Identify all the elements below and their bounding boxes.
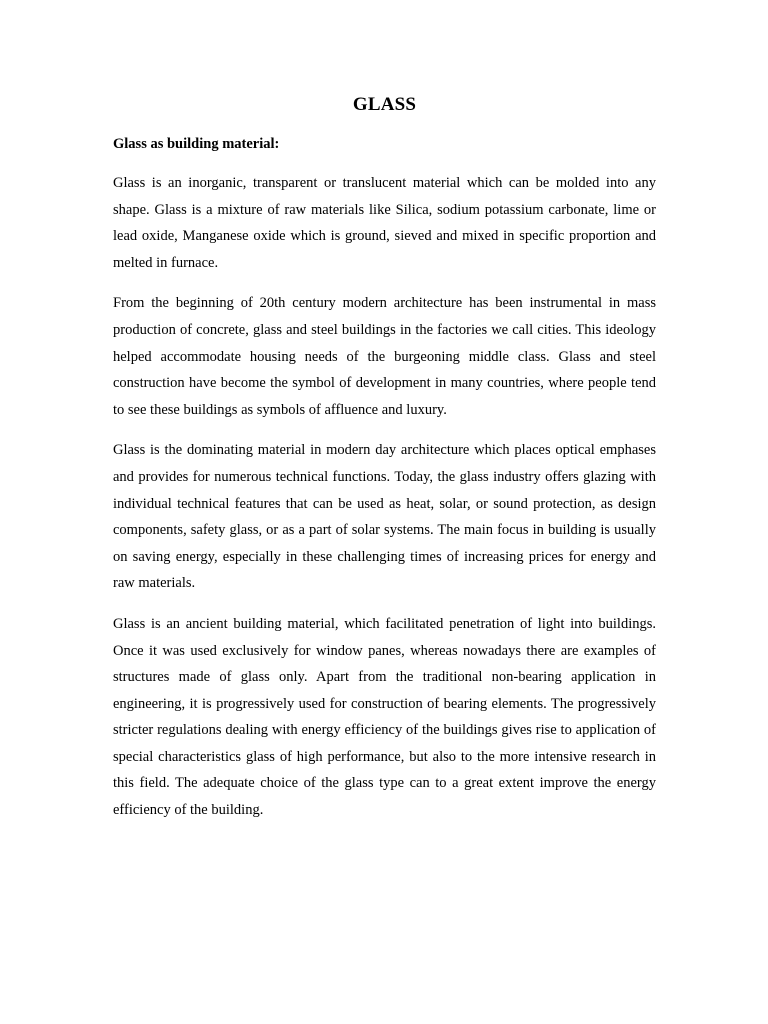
paragraph-modern-architecture: From the beginning of 20th century modern architecture has been instrumental in mass production of concrete, glass and steel buildings in the factories we call cities. This ideology helped accommodate housing needs of the burgeoning middle class. Glass and steel construction have become the symbol of development in many countries, where people tend to see these buildings as symbols of affluence and luxury.: [113, 295, 656, 418]
paragraph-technical-functions: Glass is the dominating material in modern day architecture which places optical emphases and provides for numerous technical functions. Today, the glass industry offers glazing with individual technical features that can be used as heat, solar, or sound protection, as design components, safety glass, or as a part of solar systems. The main focus in building is usually on saving energy, especially in these challenging times of increasing prices for energy and raw materials.: [113, 442, 656, 592]
document-body: [113, 93, 656, 824]
paragraph-energy-efficiency: Glass is an ancient building material, which facilitated penetration of light into buildings. Once it was used exclusively for window panes, whereas nowadays there are examples of structures made of glass only. Apart from the traditional non-bearing application in engineering, it is progressively used for construction of bearing elements. The progressively stricter regulations dealing with energy efficiency of the buildings gives rise to application of special characteristics glass of high performance, but also to the more intensive research in this field. The adequate choice of the glass type can to a great extent improve the energy efficiency of the building.: [113, 615, 656, 819]
paragraph-composition: Glass is an inorganic, transparent or translucent material which can be molded into any shape. Glass is a mixture of raw materials like Silica, sodium potassium carbonate, lime or lead oxide, Manganese oxide which is ground, sieved and mixed in specific proportion and melted in furnace.: [113, 175, 656, 271]
document-title: GLASS: [352, 94, 417, 115]
section-heading: Glass as building material:: [113, 136, 280, 152]
